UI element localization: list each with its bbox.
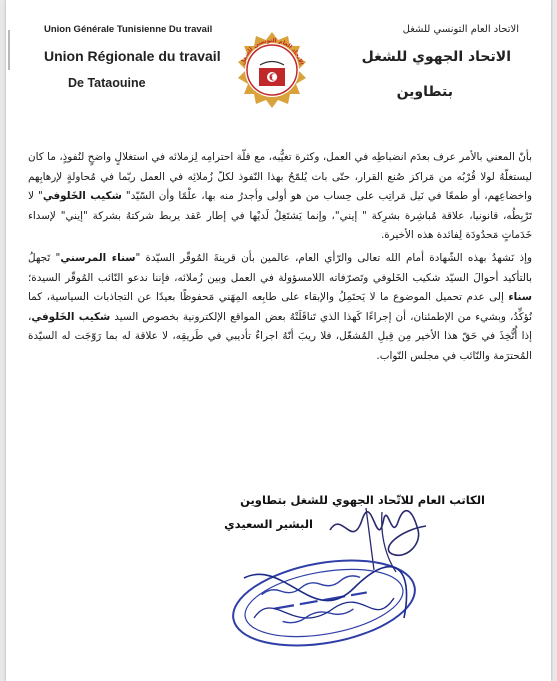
p2-name-sana: سناء [508, 291, 532, 304]
header-ar-union-generale: الاتحاد العام التونسي للشغل [402, 24, 519, 35]
header-ar-tataouine: بتطاوين [396, 84, 453, 100]
p2-name-shakib: شكيب الخَلوفي [31, 310, 111, 323]
scan-margin-mark [8, 30, 10, 70]
letter-paragraph-1 [28, 148, 532, 246]
header-ar-union-regionale: الاتحاد الجهوي للشغل [361, 49, 511, 65]
signatory-title: الكاتب العام للاتّحاد الجهوي للشغل بتطاوين [240, 493, 485, 507]
header-fr-union-generale: Union Générale Tunisienne Du travail [44, 24, 213, 35]
p1-text-a: بأنّ المعني بالأمر عرف بعدَم انضباطِه في العمل، وكثرة تغيُّبه، مع قلّة احترامِه لِزملائه في استغلالٍ واضحٍ لنُفوذٍ، ما كان ليستغلّهُ لولا قُرْبُه من مَراكز صُنع القرار، حتّى بات يُلمّحُ بهذا النّفوذ لكلّ زُملائِه في العمل ربّما في مُحاولةٍ لإرهابِهم واخضاعِهم، أو طمعًا في نَيل مَراتِب على حِساب من هو أولى وأجدرُ منه بها، علْمًا وأن السّيّد" [28, 151, 532, 203]
p2-text-a: وإذ نَشهدُ بهذه الشّهادة أمام الله تعالى والرّأي العام، عالمين بأن قرينةَ المُوقّر السيّدة " [135, 251, 533, 264]
header-fr-union-regionale: Union Régionale du travail [44, 48, 221, 64]
header-fr-tataouine: De Tataouine [68, 76, 146, 90]
p2-text-c: إلى عدم تحميل الموضوع ما لا يَحتَمِلُ والإبقاء على طابِعه المِهَني مَحفوظًا بعيدًا عن التجاذبات السياسية، كما نُؤكِّدُ، وبشيء من الإطمئنان، أن إجراءًا كَهذا الذي تَناقَلَتْهُ بعض المواقع الإلكترونية بخصوص السيد [28, 291, 532, 323]
signatory-name: البشير السعيدي [224, 517, 313, 531]
letter-body [28, 148, 532, 367]
ugtt-logo [234, 30, 310, 110]
letter-paragraph-2 [28, 249, 532, 367]
p2-name-sana-marsni: سناء المرسني [60, 251, 136, 264]
p1-text-b: " لا تَرْبِطُه، قانونيا، علاقة مُباشِرة بشرِكة " إيني"، وإنما يَشتَغِلُ لَديْها في إطار عَقد يربط شركتهُ بشركة "إيني" لإسداء خَدَماتٍ مَحدُودَة لِفائدة هذه الأخيرة. [28, 190, 532, 242]
p2-text-b: " تَجهلُ بالتأكيد أحوالَ السيّد شكيب الخَلوفي وتَصرّفاته اللامسؤولة في العمل وبين زُملائه، فإننا ندعو النّائب المُوقّر السيدة؛ [28, 251, 532, 284]
p2-text-d: ، إذا أُتُّخِذَ في حَقّ هذا الأخير مِن قِبلِ المُشغّل، فلا ريبَ أنّهُ اجراءٌ تأديبي في طَريقِه، لا علاقة له بما رَوّجَت له السيّدة المُحترَمة والنّائب في مجلس النّواب. [28, 310, 532, 362]
logo-arc-text: الاتحاد العام التونسي للشغل [240, 37, 304, 66]
p1-name-shakib: شكيب الخَلوفي [42, 190, 122, 203]
official-stamp [224, 548, 424, 658]
document-page [6, 0, 551, 681]
